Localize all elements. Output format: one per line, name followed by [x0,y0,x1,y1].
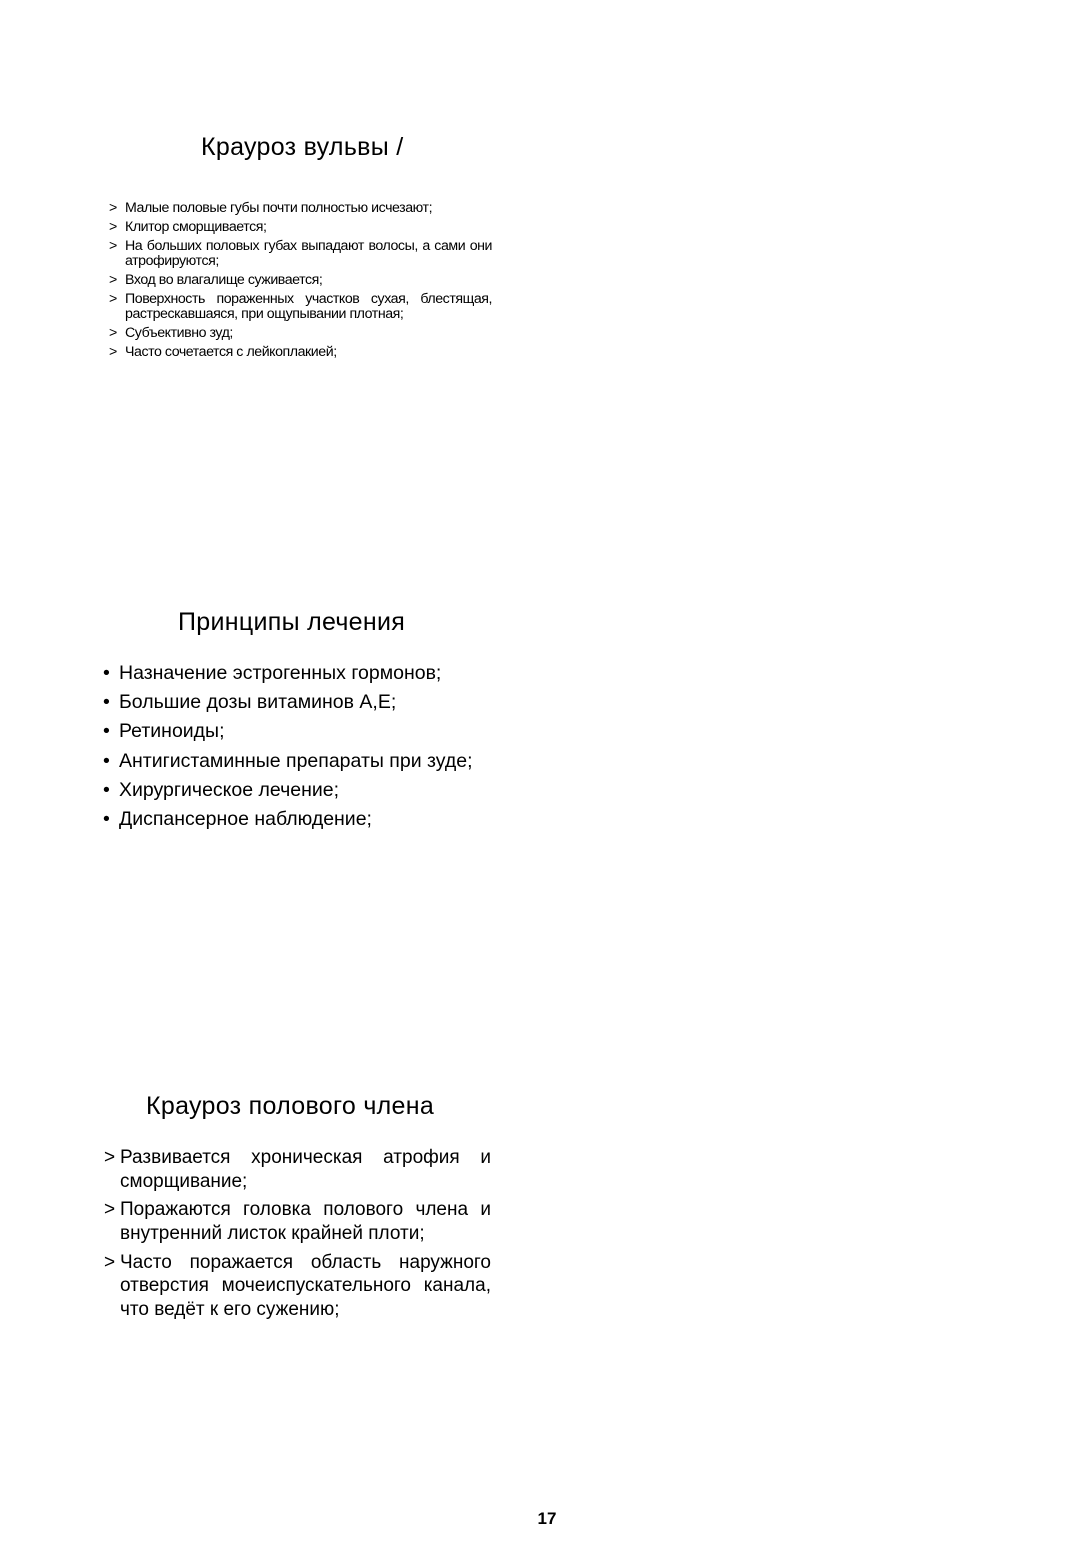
list-item: > Поражаются головка полового члена и внутренний листок крайней плоти; [104,1199,491,1244]
list-item: > Часто поражается область наружного отверстия мочеиспускательного канала, что ведёт к его сужению; [104,1251,491,1320]
bullet-list-kraurosis-vulvae [109,201,492,364]
list-item: > Поверхность пораженных участков сухая, блестящая, растрескавшаяся, при ощупывании плотная; [109,290,492,323]
list-item: > Клитор сморщивается; [109,218,267,235]
slide-title-kraurosis-penis: Крауроз полового члена [146,1092,435,1120]
list-item: > Развивается хроническая атрофия и сморщивание; [104,1147,491,1192]
list-item: • Ретиноиды; [103,720,225,743]
list-item: • Хирургическое лечение; [103,778,340,801]
slide-title-treatment-principles: Принципы лечения [178,608,406,636]
list-item: > Часто сочетается с лейкоплакией; [109,343,337,360]
list-item: > На больших половых губах выпадают волосы, а сами они атрофируются; [109,237,492,270]
list-item: > Малые половые губы почти полностью исчезают; [109,200,433,216]
list-item: • Диспансерное наблюдение; [103,807,372,830]
slide-title-kraurosis-vulvae: Крауроз вульвы / [201,133,404,161]
page-number: 17 [537,1509,557,1528]
list-item: • Большие дозы витаминов А,Е; [103,691,397,714]
list-item: > Вход во влагалище суживается; [109,271,323,288]
bullet-list-kraurosis-penis [104,1146,491,1327]
list-item: • Антигистаминные препараты при зуде; [103,749,473,772]
list-item: • Назначение эстрогенных гормонов; [103,662,442,684]
bullet-list-treatment-principles [103,661,503,836]
list-item: > Субъективно зуд; [109,325,233,342]
